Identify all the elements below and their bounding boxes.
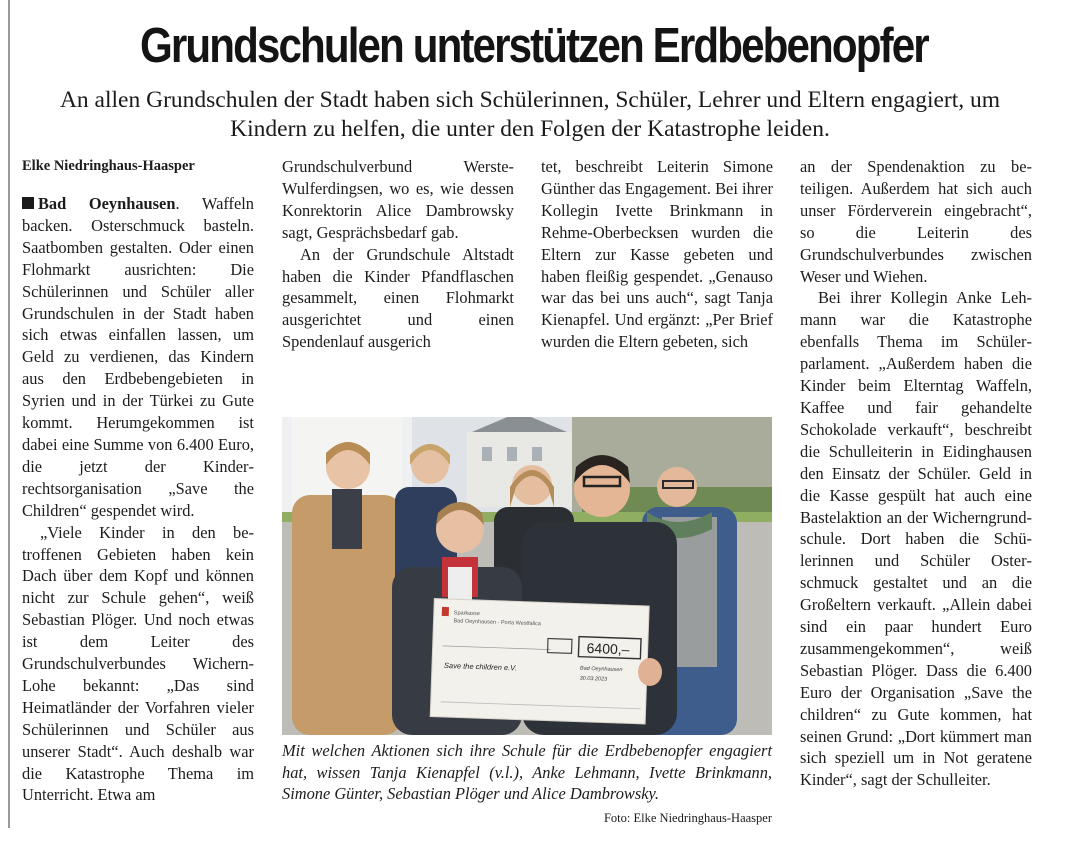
byline: Elke Niedringhaus-Haasper [22, 158, 195, 174]
paragraph: Bei ihrer Kollegin Anke Lehmann war die Katastrophe ebenfalls Thema im Schülerparlament. „Außerdem haben die Kinder beim Elterntag Waffeln, Kaffee und fair gehandelte Schokolade verkauft“, beschreibt die Schulleiterin in Eidinghausen den Einsatz der Schüler. Geld in die Kasse gespült hat auch eine Bastelaktion an der Wicherngrundschule. Dort haben die Schülerinnen und Schüler Osterschmuck gestaltet und an die Großeltern verkauft. „Allein dabei sind ein paar hundert Euro zusammengekommen“, weiß Sebastian Plöger. Dass die 6.400 Euro der Organisation „Save the children“ zu Gute kommen, hat seinen Grund: „Dort kümmert man sich speziell um in Not geratene Kinder“, sagt der Schulleiter. [800, 288, 1032, 790]
photo-illustration [282, 417, 772, 735]
photo-credit: Foto: Elke Niedringhaus-Haasper [603, 811, 772, 825]
left-column-rule [8, 0, 10, 828]
article-column-1 [22, 156, 254, 806]
paragraph: an der Spendenaktion zu beteiligen. Außerdem hat sich auch unser Förderverein eingebracht“, so die Leiterin des Grundschulverbundes zwischen Weser und Wiehen. [800, 157, 1032, 286]
article-column-2 [282, 156, 514, 353]
article-photo [282, 417, 772, 735]
paragraph: Grundschulverbund Werste-Wulferdingsen, wo es, wie dessen Konrektorin Alice Dambrowsky sagt, Gesprächsbedarf gab. [282, 157, 514, 242]
headline: Grundschulen unterstützen Erdbebenopfer [139, 19, 928, 73]
lead-paragraph [22, 193, 254, 522]
dateline-marker-icon [22, 197, 34, 209]
svg-text:Sparkasse: Sparkasse [453, 610, 480, 618]
svg-text:30.03.2023: 30.03.2023 [579, 675, 608, 683]
paragraph: An der Grundschule Altstadt haben die Kinder Pfandflaschen gesammelt, einen Flohmarkt ausgerichtet und einen Spendenlauf ausgerich [282, 244, 514, 352]
svg-text:Bad Oeynhausen - Porta Westfal: Bad Oeynhausen - Porta Westfalica [453, 618, 541, 628]
article-column-4 [800, 156, 1032, 791]
paragraph: „Viele Kinder in den betroffenen Gebieten haben kein Dach über dem Kopf und können nicht zur Schule gehen“, weiß Sebastian Plöger. Und noch etwas ist dem Leiter des Grundschulverbundes Wichern-Lohe bekannt: „Das sind Heimatländer der Vorfahren vieler Schülerinnen und Schüler aus unserer Stadt“. Auch deshalb war die Katastrophe Thema im Unterricht. Etwa am [22, 522, 254, 805]
dateline: Bad Oeynhausen [38, 194, 176, 213]
lead-text: . Waffeln backen. Osterschmuck basteln. Saatbomben gestalten. Oder einen Flohmarkt ausrichten: Die Schülerinnen und Schüler aller Grundschulen in der Stadt haben sich etwas einfallen lassen, um Geld zu verdienen, das Kindern aus den Erdbebengebieten in Syrien und in der Türkei zu Gute kommt. Herumgekommen ist dabei eine Summe von 6.400 Euro, die jetzt der Kinderrechtsorganisation „Save the Children“ gespendet wird. [22, 194, 254, 520]
paragraph: tet, beschreibt Leiterin Simone Günther das Engagement. Bei ihrer Kollegin Ivette Brinkmann in Rehme-Oberbecksen wurden die Eltern zur Kasse gebeten und haben fleißig gespendet. „Genauso war das bei uns auch“, sagt Tanja Kienapfel. Und ergänzt: „Per Brief wurden die Eltern gebeten, sich [541, 157, 773, 352]
photo-caption: Mit welchen Aktionen sich ihre Schule für die Erdbebenopfer engagiert hat, wissen Tanja Kienapfel (v.l.), Anke Lehmann, Ivette Brinkmann, Simone Günter, Sebastian Plöger und Alice Dambrowsky. [282, 741, 772, 803]
svg-text:Bad Oeynhausen: Bad Oeynhausen [579, 665, 623, 674]
donation-cheque [430, 599, 649, 724]
article-column-3 [541, 156, 773, 353]
subheadline: An allen Grundschulen der Stadt haben sich Schülerinnen, Schüler, Lehrer und Eltern engagiert, um Kindern zu helfen, die unter den Folgen der Katastrophe leiden. [59, 87, 1001, 142]
svg-text:6400,–: 6400,– [586, 639, 630, 658]
svg-text:Save the children e.V.: Save the children e.V. [443, 660, 517, 673]
